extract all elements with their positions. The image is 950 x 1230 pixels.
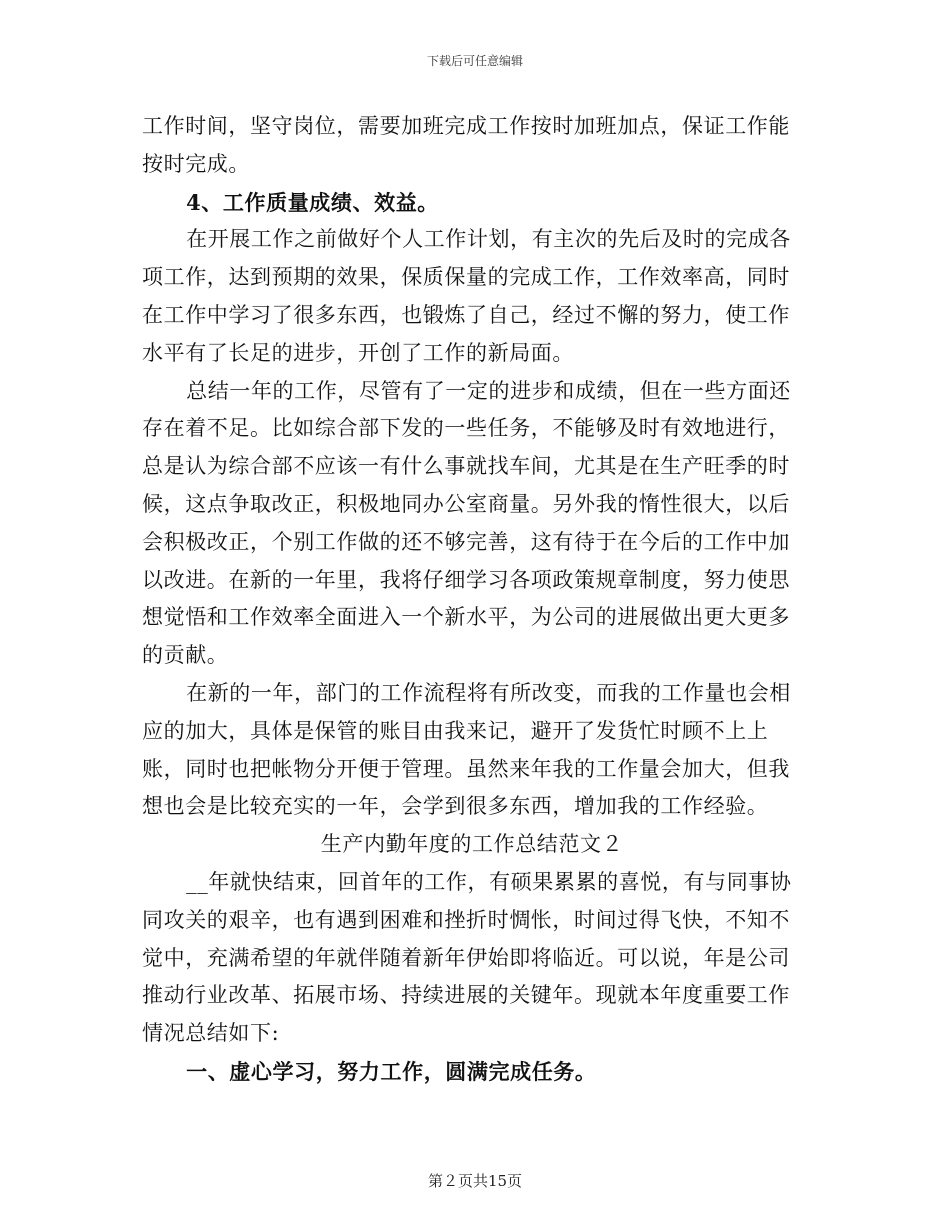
paragraph-4: 在新的一年，部门的工作流程将有所改变，而我的工作量也会相应的加大，具体是保管的账目由我来记，避开了发货忙时顾不上上账，同时也把帐物分开便于管理。虽然来年我的工作量会加大，但我想也会是比较充实的一年，会学到很多东西，增加我的工作经验。 [142,680,791,819]
paragraph-5: __年就快结束，回首年的工作，有硕果累累的喜悦，有与同事协同攻关的艰辛，也有遇到困难和挫折时惆怅，时间过得飞快，不知不觉中，充满希望的年就伴随着新年伊始即将临近。可以说，年是公司推动行业改革、拓展市场、持续进展的关键年。现就本年度重要工作情况总结如下: [142,869,792,1046]
paragraph-2: 在开展工作之前做好个人工作计划，有主次的先后及时的完成各项工作，达到预期的效果，保质保量的完成工作，工作效率高，同时在工作中学习了很多东西，也锻炼了自己，经过不懈的努力，使工作水平有了长足的进步，开创了工作的新局面。 [142,227,791,365]
section-heading-4: 4、工作质量成绩、效益。 [186,189,439,215]
document-body [142,108,802,1091]
section-heading-1: 一、虚心学习，努力工作，圆满完成任务。 [186,1058,597,1084]
page-header-note: 下载后可任意编辑 [426,54,523,68]
paragraph-3: 总结一年的工作，尽管有了一定的进步和成绩，但在一些方面还存在着不足。比如综合部下发的一些任务，不能够及时有效地进行，总是认为综合部不应该一有什么事就找车间，尤其是在生产旺季的时候，这点争取改正，积极地同办公室商量。另外我的惰性很大，以后会积极改正，个别工作做的还不够完善，这有待于在今后的工作中加以改进。在新的一年里，我将仔细学习各项政策规章制度，努力使思想觉悟和工作效率全面进入一个新水平，为公司的进展做出更大更多的贡献。 [142,378,791,668]
paragraph-1: 工作时间，坚守岗位，需要加班完成工作按时加班加点，保证工作能按时完成。 [142,114,790,176]
article-title-2: 生产内勤年度的工作总结范文２ [320,832,624,857]
page-number-footer: 第２页共15页 [427,1172,523,1190]
